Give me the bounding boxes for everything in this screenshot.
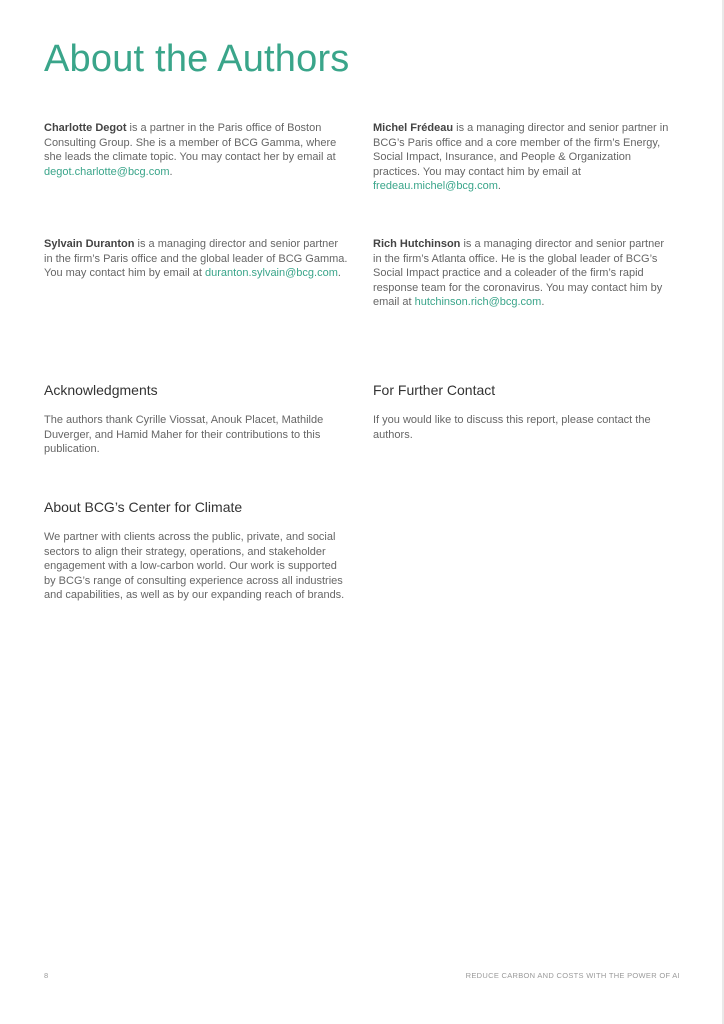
- further-contact-text: If you would like to discuss this report, please contact the authors.: [373, 414, 651, 441]
- center-for-climate-text: We partner with clients across the public, private, and social sectors to align their strategy, operations, and stakeholder engagement with a low-carbon world. Our work is supported by BCG’s range of consulting experience across all industries and capabilities, as well as by our expanding reach of brands.: [44, 531, 345, 602]
- author-bio-charlotte-degot: Charlotte Degot is a partner in the Paris office of Boston Consulting Group. She is a member of BCG Gamma, where she leads the climate topic. You may contact her by email at degot.charlotte@bcg.com.: [44, 122, 337, 178]
- author-bio-michel-fredeau: Michel Frédeau is a managing director and senior partner in BCG’s Paris office and a core member of the firm’s Energy, Social Impact, Insurance, and People & Organization practices. You may contact him by email at fredeau.michel@bcg.com.: [373, 122, 669, 193]
- author-email-link[interactable]: duranton.sylvain@bcg.com: [205, 267, 338, 280]
- page-title: About the Authors: [44, 38, 350, 80]
- center-for-climate-heading: About BCG’s Center for Climate: [44, 499, 243, 515]
- author-name: Michel Frédeau: [373, 122, 454, 134]
- further-contact-heading: For Further Contact: [373, 382, 496, 398]
- author-bio-sylvain-duranton: Sylvain Duranton is a managing director and senior partner in the firm’s Paris office and the global leader of BCG Gamma. You may contact him by email at duranton.sylvain@bcg.com.: [44, 238, 348, 280]
- author-bio-text: is a partner in the Paris office of Boston Consulting Group. She is a member of BCG Gamma, where she leads the climate topic. You may contact her by email at: [44, 122, 337, 164]
- acknowledgments-heading: Acknowledgments: [44, 382, 158, 398]
- author-name: Rich Hutchinson: [373, 238, 461, 250]
- author-bio-rich-hutchinson: Rich Hutchinson is a managing director and senior partner in the firm’s Atlanta office. He is the global leader of BCG’s Social Impact practice and a coleader of the firm’s rapid response team for the coronavirus. You may contact him by email at hutchinson.rich@bcg.com.: [373, 238, 665, 309]
- author-name: Charlotte Degot: [44, 122, 127, 134]
- author-name: Sylvain Duranton: [44, 238, 135, 250]
- author-bio-text: is a managing director and senior partner in the firm’s Atlanta office. He is the global leader of BCG’s Social Impact practice and a coleader of the firm’s rapid response team for the coronavirus. You may contact him by email at: [373, 238, 665, 309]
- acknowledgments-text: The authors thank Cyrille Viossat, Anouk Placet, Mathilde Duverger, and Hamid Maher for their contributions to this publication.: [44, 414, 324, 456]
- page-number: 8: [44, 971, 49, 980]
- author-bio-text: is a managing director and senior partner in the firm’s Paris office and the global leader of BCG Gamma. You may contact him by email at: [44, 238, 348, 280]
- author-bio-text: is a managing director and senior partner in BCG’s Paris office and a core member of the firm’s Energy, Social Impact, Insurance, and People & Organization practices. You may contact him by email at: [373, 122, 669, 178]
- author-email-link[interactable]: hutchinson.rich@bcg.com: [414, 296, 542, 309]
- author-email-link[interactable]: fredeau.michel@bcg.com: [373, 180, 498, 193]
- author-email-link[interactable]: degot.charlotte@bcg.com: [44, 165, 170, 178]
- running-footer-title: REDUCE CARBON AND COSTS WITH THE POWER OF AI: [465, 971, 680, 980]
